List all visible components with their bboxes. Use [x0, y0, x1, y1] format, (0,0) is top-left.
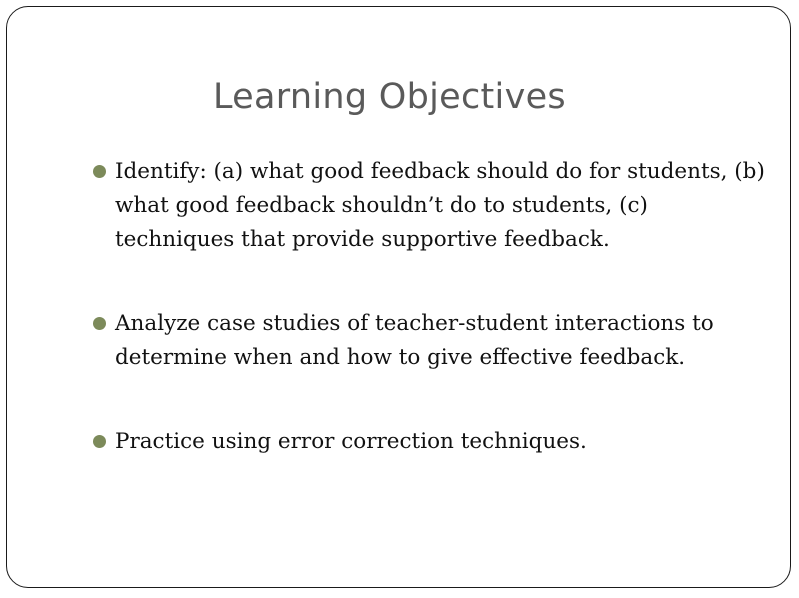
bullet-list	[93, 155, 773, 459]
bullet-item	[93, 307, 773, 375]
slide	[6, 6, 791, 588]
slide-title: Learning Objectives	[213, 77, 566, 117]
bullet-item	[93, 425, 773, 459]
bullet-text: Practice using error correction techniques.	[115, 429, 587, 454]
bullet-dot-icon	[93, 165, 106, 178]
bullet-item	[93, 155, 773, 257]
bullet-dot-icon	[93, 317, 106, 330]
bullet-dot-icon	[93, 435, 106, 448]
bullet-text: Identify: (a) what good feedback should do for students, (b) what good feedback shouldn’t do to students, (c) techniques that provide supportive feedback.	[115, 159, 765, 252]
bullet-text: Analyze case studies of teacher-student interactions to determine when and how to give effective feedback.	[115, 311, 714, 370]
